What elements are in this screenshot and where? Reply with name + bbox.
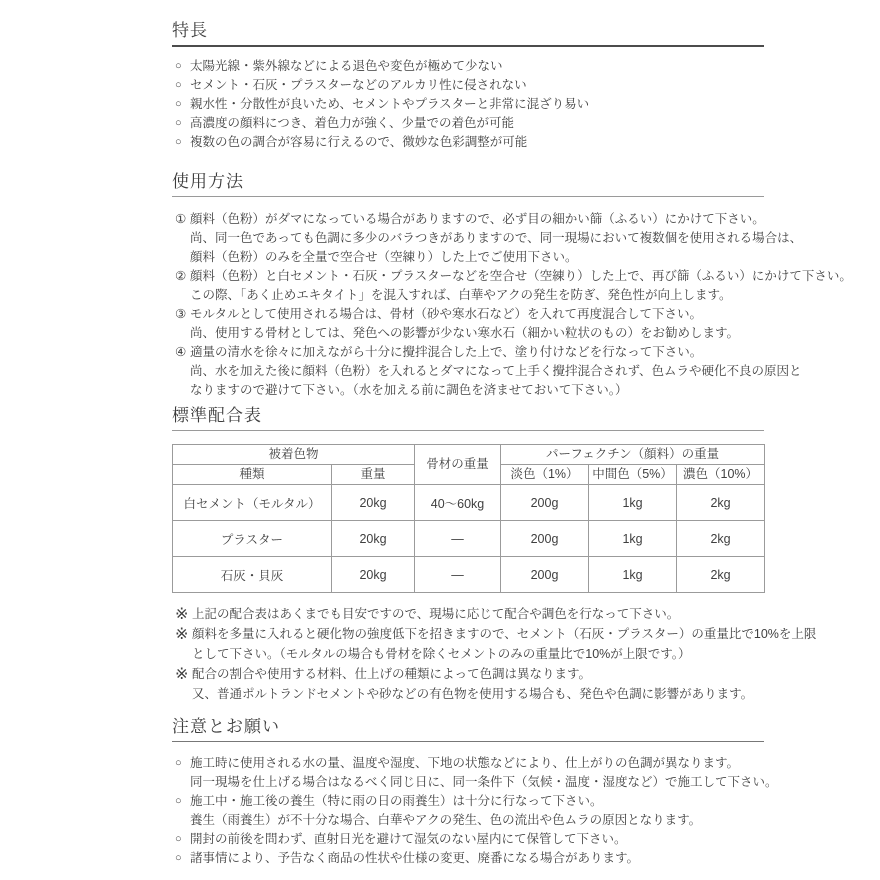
usage-step xyxy=(172,305,764,343)
caution-item xyxy=(172,792,764,830)
note-mark: ※ xyxy=(175,626,189,643)
circle-bullet: ○ xyxy=(175,117,182,129)
usage-step-text xyxy=(190,210,802,267)
caution-text xyxy=(190,754,778,792)
note-mark: ※ xyxy=(175,606,189,623)
cell-kind: 石灰・貝灰 xyxy=(173,557,332,593)
caution-title: 注意とお願い xyxy=(172,718,764,742)
usage-step xyxy=(172,343,802,400)
circle-bullet: ○ xyxy=(175,98,182,110)
caution-text xyxy=(190,849,764,868)
caution-list xyxy=(172,754,778,868)
cell-dark: 2kg xyxy=(677,521,765,557)
circle-bullet: ○ xyxy=(175,60,182,72)
circle-bullet: ○ xyxy=(175,757,182,769)
header-aggregate-weight: 骨材の重量 xyxy=(415,445,501,485)
usage-line: 尚、使用する骨材としては、発色への影響が少ない寒水石（細かい粒状のもの）をお勧めします。 xyxy=(190,326,740,340)
cell-kind: 白セメント（モルタル） xyxy=(173,485,332,521)
usage-step xyxy=(172,267,852,305)
circled-number: ② xyxy=(175,269,187,283)
note-line: 配合の割合や使用する材料、仕上げの種類によって色調は異なります。 xyxy=(192,667,592,681)
mixing-table xyxy=(172,444,765,593)
circle-bullet: ○ xyxy=(175,136,182,148)
cell-middle: 1kg xyxy=(589,521,677,557)
usage-title: 使用方法 xyxy=(172,173,764,197)
section-features xyxy=(172,22,764,152)
header-middle: 中間色（5%） xyxy=(589,465,677,485)
cell-weight: 20kg xyxy=(332,557,415,593)
circle-bullet: ○ xyxy=(175,833,182,845)
header-colored-object: 被着色物 xyxy=(173,445,415,465)
section-mixing-table xyxy=(172,406,817,704)
header-kind: 種類 xyxy=(173,465,332,485)
feature-text: 親水性・分散性が良いため、セメントやプラスターと非常に混ざり易い xyxy=(190,97,590,111)
usage-line: 適量の清水を徐々に加えながら十分に攪拌混合した上で、塗り付けなどを行なって下さい。 xyxy=(190,345,703,359)
caution-item xyxy=(172,830,764,849)
table-header-row xyxy=(173,445,765,465)
usage-line: 尚、同一色であっても色調に多少のバラつきがありますので、同一現場において複数個を使用される場合は、 xyxy=(190,231,803,245)
feature-item xyxy=(172,114,764,133)
usage-line: 顔料（色粉）と白セメント・石灰・プラスターなどを空合せ（空練り）した上で、再び篩（ふるい）にかけて下さい。 xyxy=(190,269,852,283)
circle-bullet: ○ xyxy=(175,852,182,864)
cell-middle: 1kg xyxy=(589,485,677,521)
note-line: として下さい。（モルタルの場合も骨材を除くセメントのみの重量比で10%が上限です。） xyxy=(192,647,691,661)
note-item xyxy=(172,664,764,704)
caution-line: 諸事情により、予告なく商品の性状や仕様の変更、廃番になる場合があります。 xyxy=(190,851,640,865)
circled-number: ③ xyxy=(175,307,187,321)
caution-line: 施工時に使用される水の量、温度や湿度、下地の状態などにより、仕上がりの色調が異なります。 xyxy=(190,756,740,770)
mixing-notes xyxy=(172,604,817,704)
section-usage xyxy=(172,172,852,400)
caution-item xyxy=(172,849,764,868)
caution-line: 同一現場を仕上げる場合はなるべく同じ日に、同一条件下（気候・温度・湿度など）で施工して下さい。 xyxy=(190,775,778,789)
usage-line: この際、「あく止めエキタイト」を混入すれば、白華やアクの発生を防ぎ、発色性が向上します。 xyxy=(190,288,732,302)
usage-step-text xyxy=(190,305,764,343)
cell-weight: 20kg xyxy=(332,485,415,521)
usage-line: 尚、水を加えた後に顔料（色粉）を入れるとダマになって上手く攪拌混合されず、色ムラや硬化不良の原因と xyxy=(190,364,802,378)
note-text xyxy=(192,624,816,664)
feature-text: セメント・石灰・プラスターなどのアルカリ性に侵されない xyxy=(190,78,527,92)
feature-text: 高濃度の顔料につき、着色力が強く、少量での着色が可能 xyxy=(190,116,515,130)
cell-light: 200g xyxy=(501,557,589,593)
note-line: 顔料を多量に入れると硬化物の強度低下を招きますので、セメント（石灰・プラスター）の重量比で10%を上限 xyxy=(192,627,817,641)
cell-aggregate: — xyxy=(415,521,501,557)
usage-step-text xyxy=(190,267,852,305)
header-dark: 濃色（10%） xyxy=(677,465,765,485)
cell-aggregate: 40～60kg xyxy=(415,485,501,521)
usage-step xyxy=(172,210,803,267)
note-text xyxy=(192,604,764,624)
cell-aggregate: — xyxy=(415,557,501,593)
usage-line: モルタルとして使用される場合は、骨材（砂や寒水石など）を入れて再度混合して下さい。 xyxy=(190,307,703,321)
header-weight: 重量 xyxy=(332,465,415,485)
note-line: 上記の配合表はあくまでも目安ですので、現場に応じて配合や調色を行なって下さい。 xyxy=(192,607,680,621)
feature-item xyxy=(172,76,764,95)
caution-item xyxy=(172,754,778,792)
circle-bullet: ○ xyxy=(175,795,182,807)
circled-number: ④ xyxy=(175,345,187,359)
note-item xyxy=(172,624,817,664)
feature-text: 太陽光線・紫外線などによる退色や変色が極めて少ない xyxy=(190,59,503,73)
features-list xyxy=(172,57,764,152)
mixing-title: 標準配合表 xyxy=(172,407,764,431)
circle-bullet: ○ xyxy=(175,79,182,91)
cell-dark: 2kg xyxy=(677,557,765,593)
feature-item xyxy=(172,133,764,152)
caution-text xyxy=(190,830,764,849)
feature-item xyxy=(172,57,764,76)
document-page xyxy=(172,0,852,868)
usage-step-text xyxy=(190,343,802,400)
cell-dark: 2kg xyxy=(677,485,765,521)
note-mark: ※ xyxy=(175,666,189,683)
cell-weight: 20kg xyxy=(332,521,415,557)
header-pigment-weight: パーフェクチン（顔料）の重量 xyxy=(501,445,765,465)
circled-number: ① xyxy=(175,212,187,226)
caution-line: 養生（雨養生）が不十分な場合、白華やアクの発生、色の流出や色ムラの原因となります。 xyxy=(190,813,702,827)
table-row xyxy=(173,485,765,521)
table-row xyxy=(173,557,765,593)
cell-middle: 1kg xyxy=(589,557,677,593)
usage-line: 顔料（色粉）がダマになっている場合がありますので、必ず目の細かい篩（ふるい）にかけて下さい。 xyxy=(190,212,765,226)
usage-line: 顔料（色粉）のみを全量で空合せ（空練り）した上でご使用下さい。 xyxy=(190,250,578,264)
usage-list xyxy=(172,210,852,400)
cell-kind: プラスター xyxy=(173,521,332,557)
usage-line: なりますので避けて下さい。（水を加える前に調色を済ませておいて下さい。） xyxy=(190,383,628,397)
note-line: 又、普通ポルトランドセメントや砂などの有色物を使用する場合も、発色や色調に影響があります。 xyxy=(192,687,754,701)
caution-line: 施工中・施工後の養生（特に雨の日の雨養生）は十分に行なって下さい。 xyxy=(190,794,603,808)
header-light: 淡色（1%） xyxy=(501,465,589,485)
cell-light: 200g xyxy=(501,485,589,521)
cell-light: 200g xyxy=(501,521,589,557)
caution-line: 開封の前後を問わず、直射日光を避けて湿気のない屋内にて保管して下さい。 xyxy=(190,832,627,846)
table-row xyxy=(173,521,765,557)
features-title: 特長 xyxy=(172,22,764,47)
note-item xyxy=(172,604,764,624)
feature-text: 複数の色の調合が容易に行えるので、微妙な色彩調整が可能 xyxy=(190,135,528,149)
caution-text xyxy=(190,792,764,830)
section-caution xyxy=(172,717,778,868)
note-text xyxy=(192,664,764,704)
feature-item xyxy=(172,95,764,114)
